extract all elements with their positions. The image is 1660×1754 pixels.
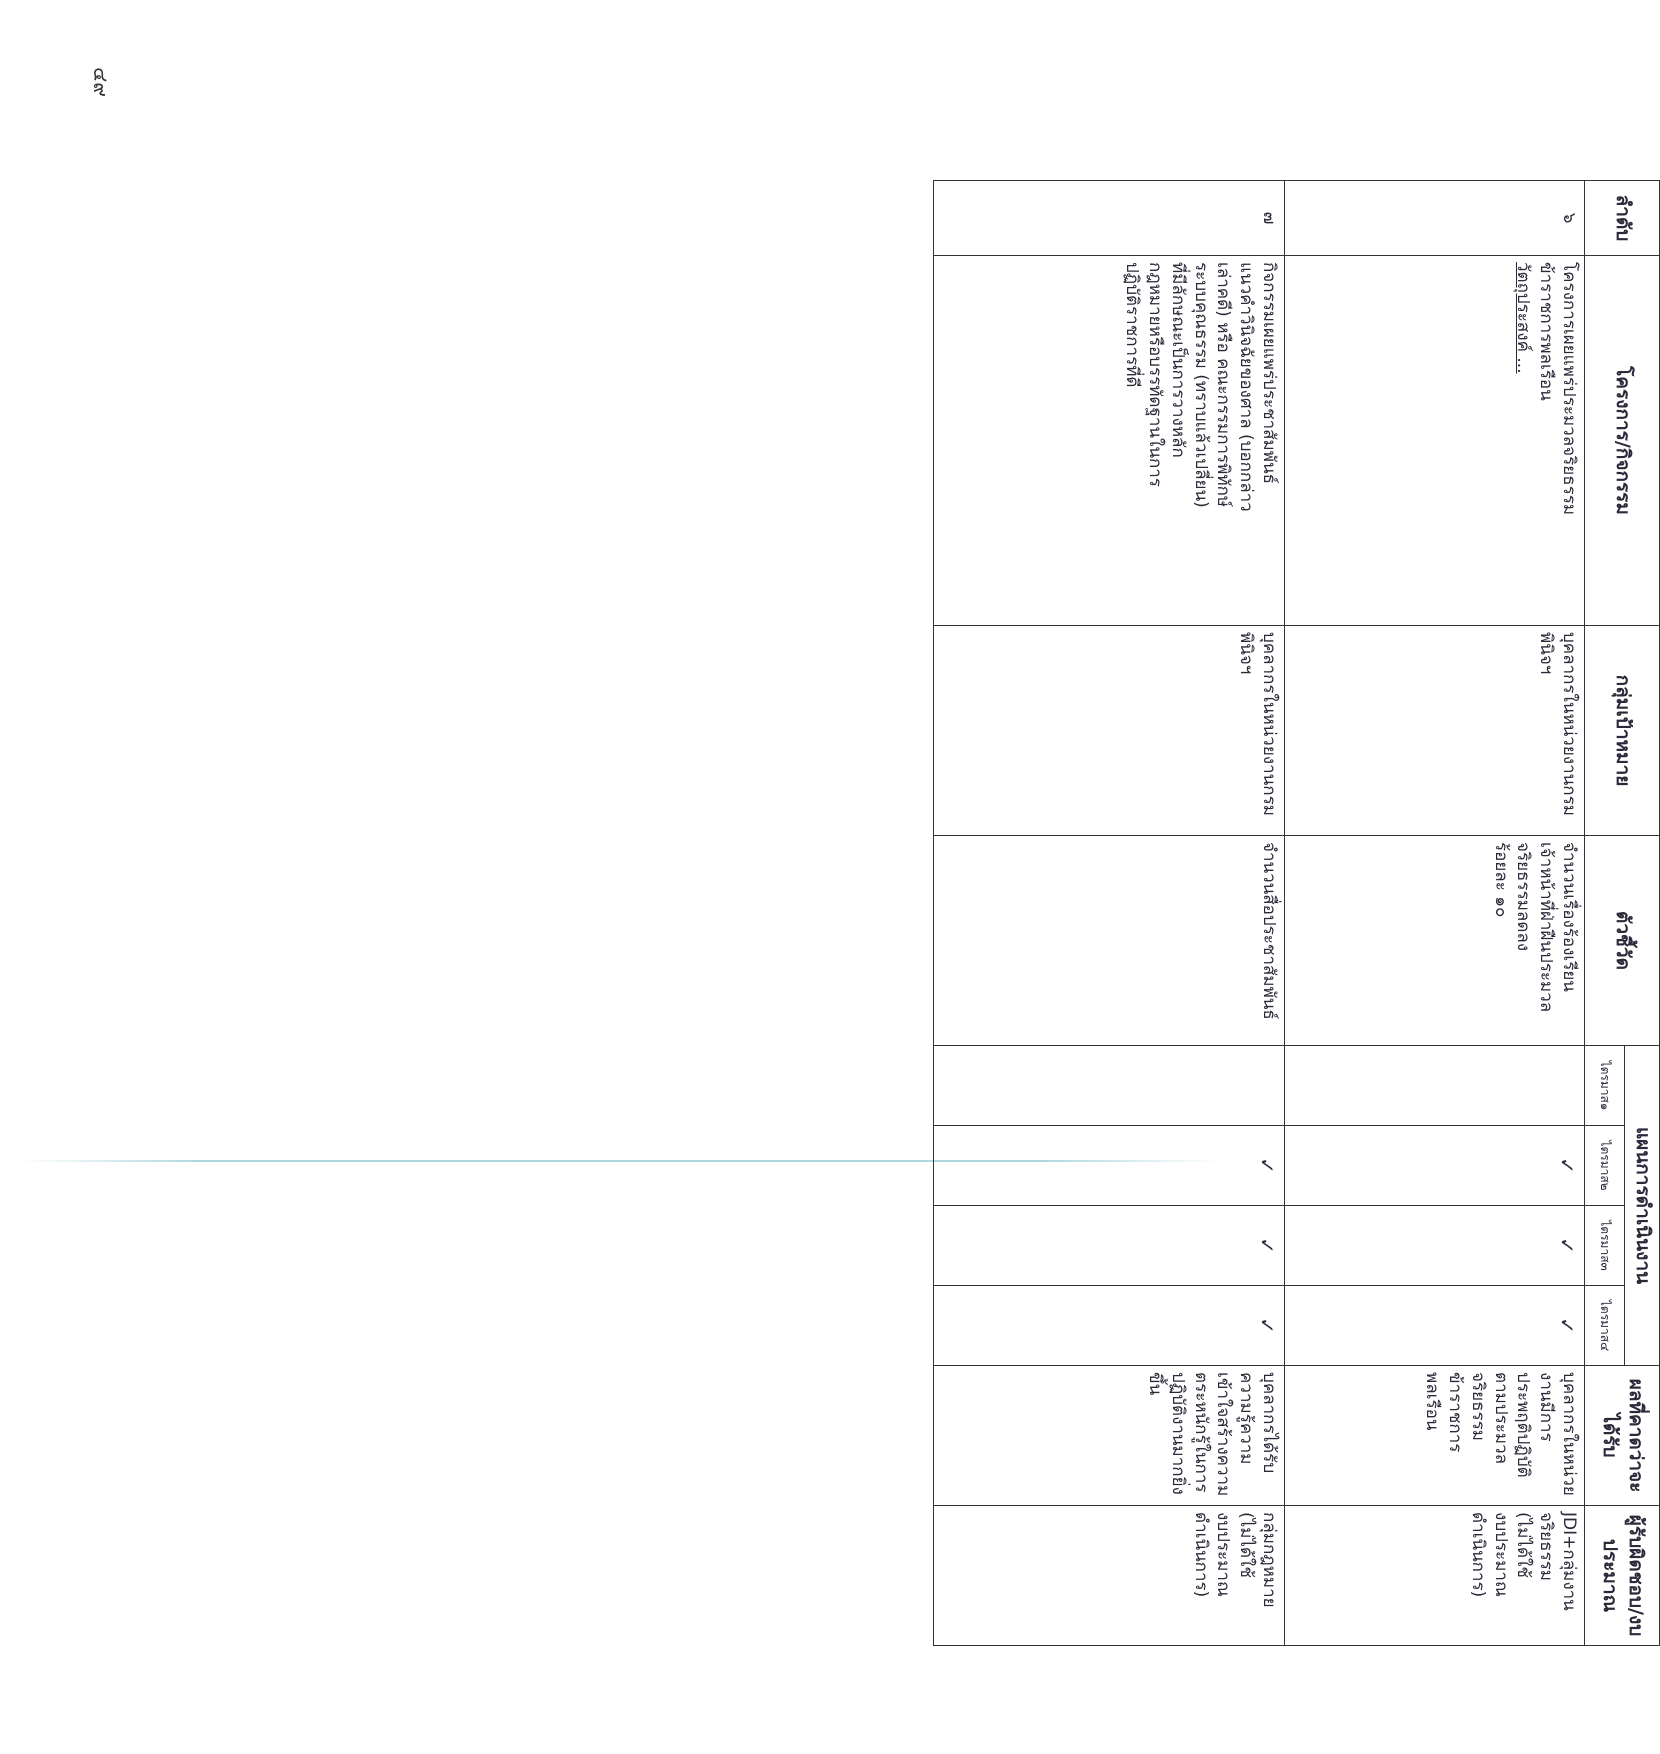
quarter-4-check: ✓ <box>1285 1286 1585 1366</box>
project-line: ข้าราชการพลเรือน <box>1536 262 1557 401</box>
responsible-line: ดำเนินการ) <box>1190 1512 1211 1598</box>
responsible-cell <box>934 1506 1285 1646</box>
indicator-line: เจ้าหน้าที่ฝ่าฝืนประมวล <box>1536 842 1557 1013</box>
indicator-cell <box>1285 836 1585 1046</box>
header-no: ลำดับ <box>1585 181 1660 256</box>
quarter-2-check: ✓ <box>934 1126 1285 1206</box>
project-line: กฎหมายหรือบรรทัดฐานในการ <box>1144 262 1165 487</box>
responsible-line: จริยธรรม <box>1536 1512 1557 1581</box>
responsible-cell <box>1285 1506 1585 1646</box>
indicator-line: ร้อยละ ๑๐ <box>1490 842 1511 918</box>
row-number: ๗ <box>934 181 1285 256</box>
quarter-3-check: ✓ <box>1285 1206 1585 1286</box>
page-number: ๔๙ <box>88 67 113 97</box>
header-plan: แผนการดำเนินงาน <box>1625 1046 1660 1366</box>
header-indicator: ตัวชี้วัด <box>1585 836 1660 1046</box>
header-responsible: ผู้รับผิดชอบ/งบประมาณ <box>1585 1506 1660 1646</box>
responsible-line: กลุ่มกฎหมาย <box>1259 1512 1280 1608</box>
action-plan-table <box>933 180 1660 1646</box>
responsible-line: JDI+กลุ่มงาน <box>1559 1512 1580 1611</box>
quarter-3-check: ✓ <box>934 1206 1285 1286</box>
header-quarter-1: ไตรมาส๑ <box>1585 1046 1625 1126</box>
project-line: เล่าคดี) หรือ คณะกรรมการพิทักษ์ <box>1213 262 1234 508</box>
quarter-4-check: ✓ <box>934 1286 1285 1366</box>
project-cell <box>1285 256 1585 626</box>
header-quarter-4: ไตรมาส๔ <box>1585 1286 1625 1366</box>
row-number: ๖ <box>1285 181 1585 256</box>
header-expected: ผลที่คาดว่าจะได้รับ <box>1585 1366 1660 1506</box>
project-cell <box>934 256 1285 626</box>
project-objective: วัตถุประสงค์ ... <box>1513 262 1534 374</box>
project-line: ระบบคุณธรรม (ทราบแล้วเปลี่ยน) <box>1190 262 1211 508</box>
plan-table-container <box>195 180 1654 1645</box>
indicator-line: จำนวนสื่อประชาสัมพันธ์ <box>1259 842 1280 1020</box>
project-line: โครงการเผยแพร่ประมวลจริยธรรม <box>1559 262 1580 516</box>
header-project: โครงการ/กิจกรรม <box>1585 256 1660 626</box>
responsible-line: งบประมาณ <box>1490 1512 1511 1597</box>
project-line: ที่มีลักษณะเป็นการวางหลัก <box>1167 262 1188 458</box>
indicator-line: จริยธรรมลดลง <box>1513 842 1534 952</box>
header-target: กลุ่มเป้าหมาย <box>1585 626 1660 836</box>
indicator-line: จำนวนเรื่องร้องเรียน <box>1559 842 1580 992</box>
expected-cell: บุคลากรในหน่วยงานมีการประพฤติปฏิบัติตามประมวลจริยธรรมข้าราชการพลเรือน <box>1285 1366 1585 1506</box>
target-cell: บุคลากรในหน่วยงานกรมพินิจฯ <box>934 626 1285 836</box>
header-quarter-2: ไตรมาส๒ <box>1585 1126 1625 1206</box>
quarter-1-check <box>934 1046 1285 1126</box>
table-row <box>1285 181 1585 1646</box>
table-row <box>934 181 1285 1646</box>
target-cell: บุคลากรในหน่วยงานกรมพินิจฯ <box>1285 626 1585 836</box>
quarter-1-check <box>1285 1046 1585 1126</box>
responsible-line: (ไม่ได้ใช้ <box>1236 1512 1257 1578</box>
responsible-line: งบประมาณ <box>1213 1512 1234 1597</box>
rotated-table-wrapper <box>935 180 1660 1645</box>
project-line: ปฏิบัติราชการที่ดี <box>1121 262 1142 388</box>
header-quarter-3: ไตรมาส๓ <box>1585 1206 1625 1286</box>
quarter-2-check: ✓ <box>1285 1126 1585 1206</box>
responsible-line: ดำเนินการ) <box>1467 1512 1488 1598</box>
project-line: กิจกรรมเผยแพร่ประชาสัมพันธ์ <box>1259 262 1280 484</box>
indicator-cell <box>934 836 1285 1046</box>
expected-cell: บุคลากรได้รับความรู้ความเข้าใจสร้างความตระหนักรู้ในการปฏิบัติงานมากยิ่งขึ้น <box>934 1366 1285 1506</box>
project-line: แนวคำวินิจฉัยของศาล (บอกกล่าว <box>1236 262 1257 512</box>
responsible-line: (ไม่ได้ใช้ <box>1513 1512 1534 1578</box>
